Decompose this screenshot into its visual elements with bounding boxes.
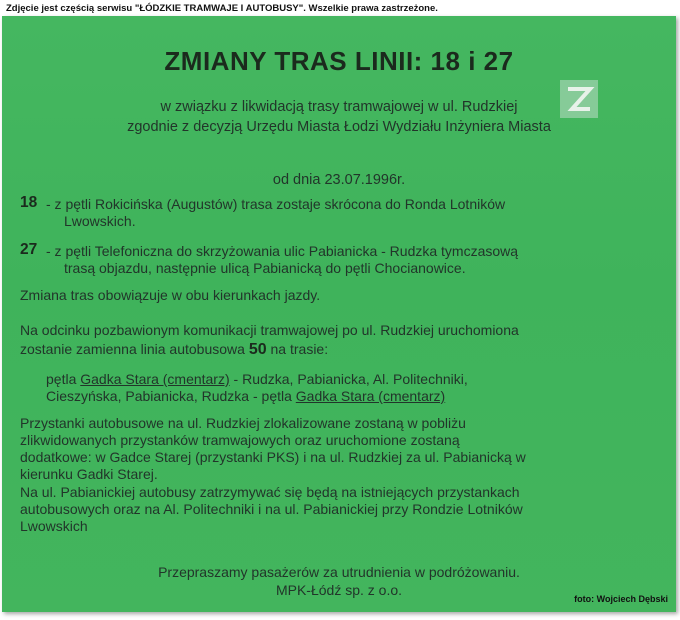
route-number-27: 27 (20, 241, 38, 258)
apology-text: Przepraszamy pasażerów za utrudnienia w podróżowaniu. (158, 564, 520, 580)
bus-route-middle-2: Cieszyńska, Pabianicka, Rudzka - pętla (46, 388, 292, 404)
bus-intro-line-2 (20, 341, 328, 358)
route-number-18: 18 (20, 194, 38, 211)
photo-credit: foto: Wojciech Dębski (574, 594, 668, 604)
stops-line-7: Lwowskich (20, 518, 88, 534)
stops-line-4: kierunku Gadki Starej. (20, 466, 158, 482)
bus-route-middle-1: - Rudzka, Pabianicka, Al. Politechniki, (233, 371, 468, 387)
subtitle-line-1: w związku z likwidacją trasy tramwajowej w ul. Rudzkiej (160, 99, 518, 115)
bus-intro-post: na trasie: (270, 341, 329, 357)
bus-route-line-2 (46, 388, 445, 405)
notice-title: ZMIANY TRAS LINII: 18 i 27 (164, 46, 514, 76)
both-directions-note: Zmiana tras obowiązuje w obu kierunkach jazdy. (20, 287, 321, 303)
stops-line-2: zlikwidowanych przystanków tramwajowych oraz uruchomione zostaną (20, 432, 460, 448)
stops-line-6: autobusowych oraz na Al. Politechniki i na ul. Pabianickiej przy Rondzie Lotników (20, 501, 523, 517)
bus-route-stop-end: Gadka Stara (cmentarz) (295, 388, 446, 404)
subtitle-line-2: zgodnie z decyzją Urzędu Miasta Łodzi Wydziału Inżyniera Miasta (127, 119, 551, 135)
bus-route-line-1 (46, 371, 468, 388)
notice-paper (2, 16, 676, 612)
bus-route-prefix: pętla (46, 371, 77, 387)
route-18-line-2: Lwowskich. (64, 213, 136, 229)
bus-intro-line-1: Na odcinku pozbawionym komunikacji tramwajowej po ul. Rudzkiej uruchomiona (20, 322, 519, 338)
signature-text: MPK-Łódź sp. z o.o. (275, 582, 403, 598)
bus-route-stop-start: Gadka Stara (cmentarz) (80, 371, 230, 387)
bus-line-number: 50 (248, 341, 267, 358)
bus-intro-pre: zostanie zamienna linia autobusowa (20, 341, 245, 357)
copyright-notice: Zdjęcie jest częścią serwisu "ŁÓDZKIE TRAMWAJE I AUTOBUSY". Wszelkie prawa zastrzeżone. (6, 3, 438, 14)
effective-date: od dnia 23.07.1996r. (272, 172, 406, 188)
stops-line-3: dodatkowe: w Gadce Starej (przystanki PKS) i na ul. Rudzkiej za ul. Pabianicką w (20, 449, 526, 465)
stops-line-1: Przystanki autobusowe na ul. Rudzkiej zlokalizowane zostaną w pobliżu (20, 415, 466, 431)
route-18-line-1: - z pętli Rokicińska (Augustów) trasa zostaje skrócona do Ronda Lotników (46, 196, 506, 212)
route-27-line-1: - z pętli Telefoniczna do skrzyżowania ulic Pabianicka - Rudzka tymczasową (46, 243, 519, 259)
stops-line-5: Na ul. Pabianickiej autobusy zatrzymywać się będą na istniejących przystankach (20, 484, 520, 500)
route-27-line-2: trasą objazdu, następnie ulicą Pabianicką do pętli Chocianowice. (64, 260, 466, 276)
